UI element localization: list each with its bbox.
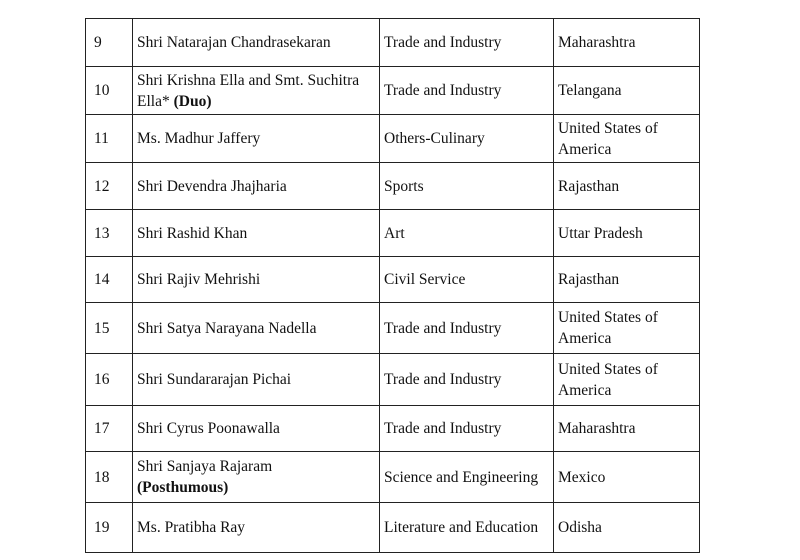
state-country: Rajasthan	[554, 257, 700, 303]
table-row	[86, 354, 700, 406]
table-row	[86, 67, 700, 115]
awardee-name-line: Shri Krishna Ella and Smt. Suchitra	[137, 71, 360, 89]
awardee-name-line: Ella*	[137, 92, 170, 110]
awardee-name	[133, 67, 380, 115]
state-country: United States of America	[554, 354, 700, 406]
field: Civil Service	[380, 257, 554, 303]
awardee-name: Shri Natarajan Chandrasekaran	[133, 19, 380, 67]
serial-number: 12	[86, 163, 133, 210]
table-row	[86, 303, 700, 354]
awardee-name: Shri Devendra Jhajharia	[133, 163, 380, 210]
serial-number: 14	[86, 257, 133, 303]
field: Trade and Industry	[380, 19, 554, 67]
serial-number: 18	[86, 452, 133, 503]
state-country: Telangana	[554, 67, 700, 115]
field: Trade and Industry	[380, 303, 554, 354]
field: Others-Culinary	[380, 115, 554, 163]
table-row	[86, 257, 700, 303]
awardee-name: Shri Sundararajan Pichai	[133, 354, 380, 406]
field: Sports	[380, 163, 554, 210]
serial-number: 17	[86, 406, 133, 452]
table-row	[86, 452, 700, 503]
awards-table	[85, 18, 700, 553]
table-row	[86, 210, 700, 257]
serial-number: 19	[86, 503, 133, 553]
awardee-name: Ms. Pratibha Ray	[133, 503, 380, 553]
awardee-name: Shri Rashid Khan	[133, 210, 380, 257]
state-country: Mexico	[554, 452, 700, 503]
table-row	[86, 115, 700, 163]
serial-number: 13	[86, 210, 133, 257]
state-country: United States of America	[554, 115, 700, 163]
field: Art	[380, 210, 554, 257]
table-row	[86, 406, 700, 452]
table-row	[86, 163, 700, 210]
awardee-name: Shri Rajiv Mehrishi	[133, 257, 380, 303]
state-country: Maharashtra	[554, 406, 700, 452]
awardee-name-line: Shri Sanjaya Rajaram	[137, 458, 273, 475]
state-country: Uttar Pradesh	[554, 210, 700, 257]
awardee-name-suffix: (Duo)	[173, 92, 212, 110]
table-row	[86, 503, 700, 553]
field: Literature and Education	[380, 503, 554, 553]
table-row	[86, 19, 700, 67]
awardee-name: Ms. Madhur Jaffery	[133, 115, 380, 163]
serial-number: 16	[86, 354, 133, 406]
state-country: Maharashtra	[554, 19, 700, 67]
awardee-name-note: (Posthumous)	[137, 479, 229, 496]
field: Trade and Industry	[380, 406, 554, 452]
awardee-name: Shri Satya Narayana Nadella	[133, 303, 380, 354]
state-country: Odisha	[554, 503, 700, 553]
awardee-name: Shri Cyrus Poonawalla	[133, 406, 380, 452]
field: Trade and Industry	[380, 67, 554, 115]
awardee-name	[133, 452, 380, 503]
field: Science and Engineering	[380, 452, 554, 503]
serial-number: 9	[86, 19, 133, 67]
serial-number: 15	[86, 303, 133, 354]
field: Trade and Industry	[380, 354, 554, 406]
state-country: United States of America	[554, 303, 700, 354]
state-country: Rajasthan	[554, 163, 700, 210]
serial-number: 11	[86, 115, 133, 163]
serial-number: 10	[86, 67, 133, 115]
